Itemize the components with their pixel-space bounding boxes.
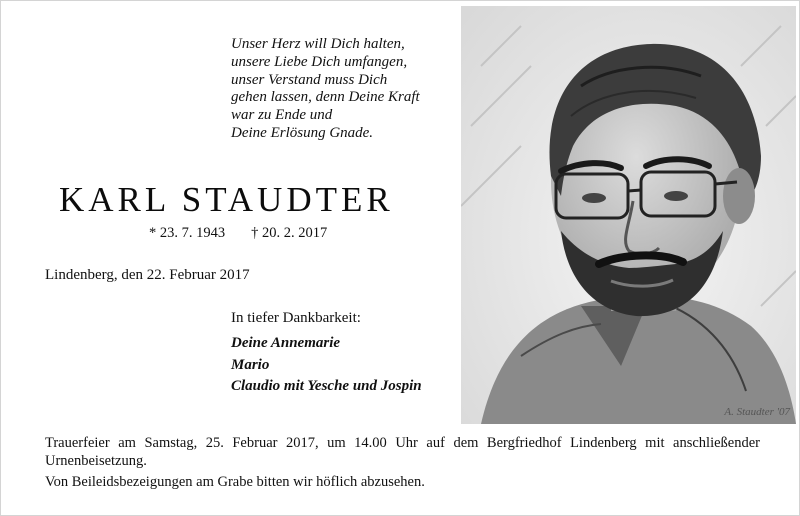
place-date: Lindenberg, den 22. Februar 2017 xyxy=(45,267,250,283)
poem-line: war zu Ende und xyxy=(231,107,333,124)
poem-line: gehen lassen, denn Deine Kraft xyxy=(231,89,420,106)
poem-line: Unser Herz will Dich halten, xyxy=(231,36,405,52)
gratitude-line: In tiefer Dankbarkeit: xyxy=(231,310,361,326)
life-dates xyxy=(149,225,327,242)
family-member: Deine Annemarie xyxy=(231,335,341,351)
funeral-service-info: Trauerfeier am Samstag, 25. Februar 2017, um 14.00 Uhr auf dem Bergfriedhof Lindenberg mit anschließender Urnenbeisetzung. xyxy=(45,435,760,469)
family-member: Mario xyxy=(231,356,270,373)
poem-line: unsere Liebe Dich umfangen, xyxy=(231,53,408,70)
birth-date: * 23. 7. 1943 xyxy=(149,225,226,241)
poem-line: Deine Erlösung Gnade. xyxy=(231,124,374,141)
poem-line: unser Verstand muss Dich xyxy=(231,71,388,88)
family-member: Claudio mit Yesche und Jospin xyxy=(231,378,422,394)
death-date: † 20. 2. 2017 xyxy=(251,225,328,241)
condolence-request: Von Beileidsbezeigungen am Grabe bitten wir höflich abzusehen. xyxy=(45,474,425,490)
artist-signature: A. Staudter '07 xyxy=(724,406,790,418)
portrait-drawing xyxy=(461,6,796,424)
pencil-portrait-icon xyxy=(461,6,796,424)
family-signatures xyxy=(231,333,422,398)
memorial-poem xyxy=(231,36,420,143)
deceased-name: KARL STAUDTER xyxy=(59,180,394,219)
